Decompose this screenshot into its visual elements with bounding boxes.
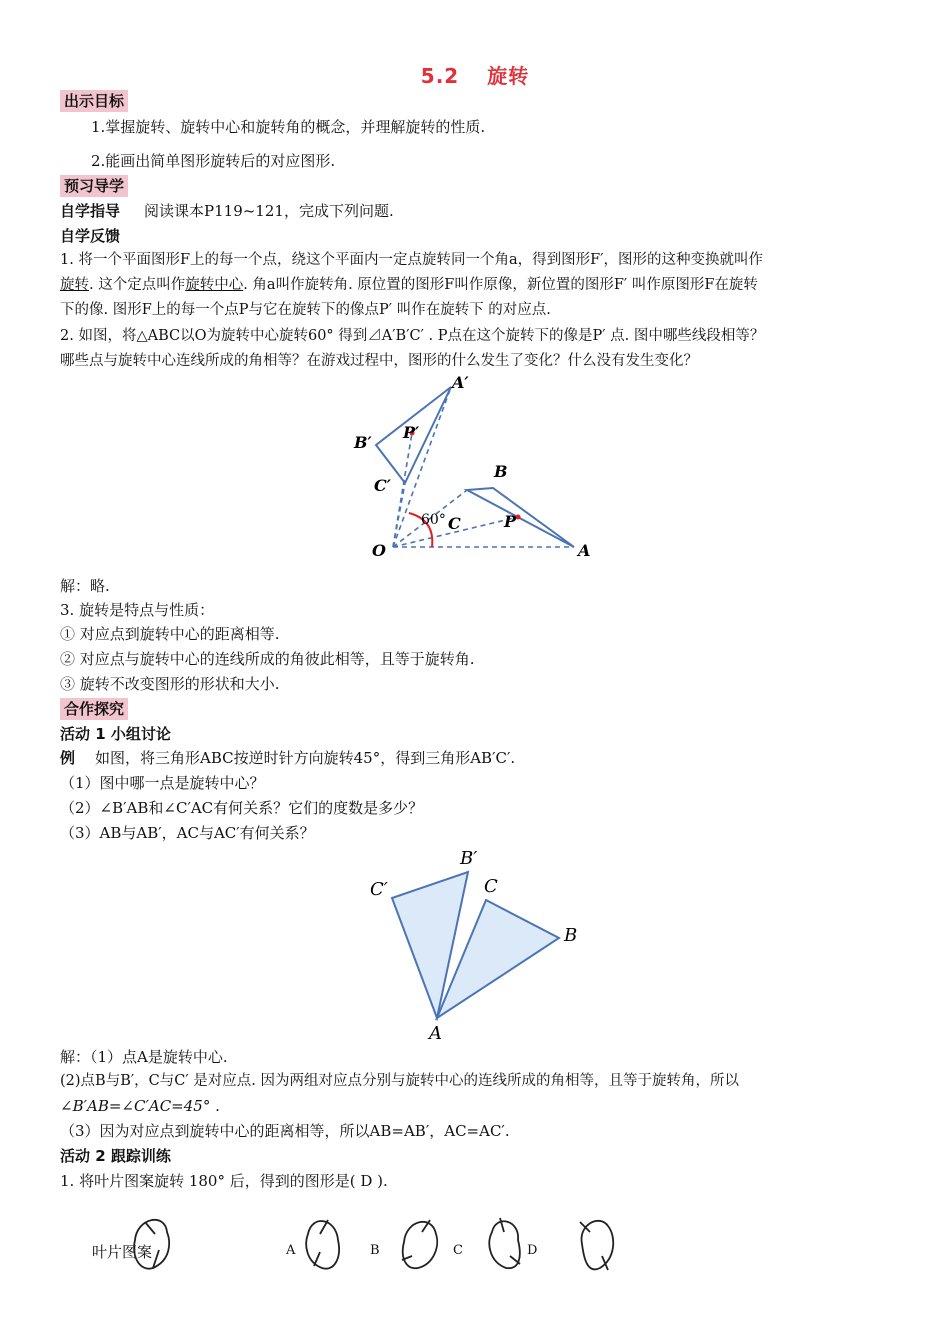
label-angle: 60° xyxy=(421,512,446,528)
para-1c: 下的像. 图形F上的每一个点P与它在旋转下的像点P′ 叫作在旋转下 的对应点. xyxy=(60,302,551,318)
option-a-label: A xyxy=(286,1243,296,1258)
question-3: （3）AB与AB′，AC与AC′有何关系？ xyxy=(60,824,315,842)
answer-1: 解：（1）点A是旋转中心. xyxy=(60,1048,228,1066)
answer-3: （3）因为对应点到旋转中心的距离相等，所以AB=AB′，AC=AC′. xyxy=(60,1122,510,1140)
section-tag-preview: 预习导学 xyxy=(60,175,128,197)
label-o: O xyxy=(372,541,386,560)
guide-label: 自学指导 xyxy=(60,202,121,220)
label-b: B xyxy=(494,462,508,481)
answer-2b: ∠B′AB=∠C′AC=45° . xyxy=(60,1097,220,1115)
property-1: ① 对应点到旋转中心的距离相等. xyxy=(60,625,280,643)
property-2: ② 对应点与旋转中心的连线所成的角彼此相等，且等于旋转角. xyxy=(60,650,475,668)
label-b1: B′ xyxy=(354,433,372,452)
triangle-abc xyxy=(467,488,574,547)
objective-2: 2.能画出简单图形旋转后的对应图形. xyxy=(91,152,336,170)
label-p: P xyxy=(504,512,517,531)
label-c: C xyxy=(484,876,498,897)
option-b-label: B xyxy=(370,1243,380,1258)
para-1b: 旋转. 这个定点叫作旋转中心. 角a叫作旋转角. 原位置的图形F叫作原像，新位置的图形F′ 叫作原图形F在旋转 xyxy=(60,277,758,293)
label-p1: P′ xyxy=(403,423,420,442)
leaf-option-b-icon[interactable] xyxy=(394,1210,444,1275)
para-2b: 哪些点与旋转中心连线所成的角相等？在游戏过程中，图形的什么发生了变化？什么没有发生变化？ xyxy=(60,353,698,369)
leaf-option-d-icon[interactable] xyxy=(570,1210,620,1275)
feedback-label: 自学反馈 xyxy=(60,227,121,245)
leaf-option-c-icon[interactable] xyxy=(480,1210,530,1275)
solution-2: 解：略. xyxy=(60,577,110,595)
label-a: A xyxy=(429,1023,442,1044)
label-b: B xyxy=(564,925,578,946)
point-p xyxy=(516,515,521,520)
example-text: 如图，将三角形ABC按逆时针方向旋转45°，得到三角形AB′C′. xyxy=(95,749,516,767)
leaf-option-a-icon[interactable] xyxy=(298,1210,348,1275)
para-2a: 2. 如图，将△ABC以O为旋转中心旋转60° 得到⊿A′B′C′ . P点在这个旋转下的像是P′ 点. 图中哪些线段相等？ xyxy=(60,328,765,344)
label-b1: B′ xyxy=(460,848,478,869)
example-label: 例 xyxy=(60,749,76,767)
guide-text: 阅读课本P119~121，完成下列问题. xyxy=(144,202,394,220)
objective-1: 1.掌握旋转、旋转中心和旋转角的概念，并理解旋转的性质. xyxy=(91,118,486,136)
para-3: 3. 旋转是特点与性质： xyxy=(60,601,215,619)
option-c-label: C xyxy=(453,1243,463,1258)
page-title: 5.2 旋转 xyxy=(420,64,530,88)
question-1: （1）图中哪一点是旋转中心？ xyxy=(60,774,265,792)
property-3: ③ 旋转不改变图形的形状和大小. xyxy=(60,675,280,693)
training-question-1: 1. 将叶片图案旋转 180° 后，得到的图形是( D ). xyxy=(60,1172,388,1190)
example-line xyxy=(60,748,515,768)
label-c1: C′ xyxy=(374,476,391,495)
leaf-pattern-label: 叶片图案 xyxy=(92,1243,153,1261)
label-a1: A′ xyxy=(452,373,469,392)
activity-1-title: 活动 1 小组讨论 xyxy=(60,725,171,743)
rotation-figure-2 xyxy=(360,840,590,1045)
activity-2-title: 活动 2 跟踪训练 xyxy=(60,1147,171,1165)
section-tag-objectives: 出示目标 xyxy=(60,90,128,112)
label-a: A xyxy=(578,541,591,560)
option-d-label: D xyxy=(527,1243,538,1258)
rotation-figure-1 xyxy=(340,370,610,570)
answer-2a: (2)点B与B′，C与C′ 是对应点. 因为两组对应点分别与旋转中心的连线所成的角相等，且等于旋转角，所以 xyxy=(60,1073,739,1089)
section-tag-cooperate: 合作探究 xyxy=(60,698,128,720)
label-c1: C′ xyxy=(370,879,388,900)
label-c: C xyxy=(448,514,461,533)
para-1a: 1. 将一个平面图形F上的每一个点，绕这个平面内一定点旋转同一个角a，得到图形F′，图形的这种变换就叫作 xyxy=(60,252,763,268)
leaf-original-icon xyxy=(125,1210,180,1275)
question-2: （2）∠B′AB和∠C′AC有何关系？它们的度数是多少？ xyxy=(60,799,424,817)
guide-line xyxy=(60,201,394,221)
